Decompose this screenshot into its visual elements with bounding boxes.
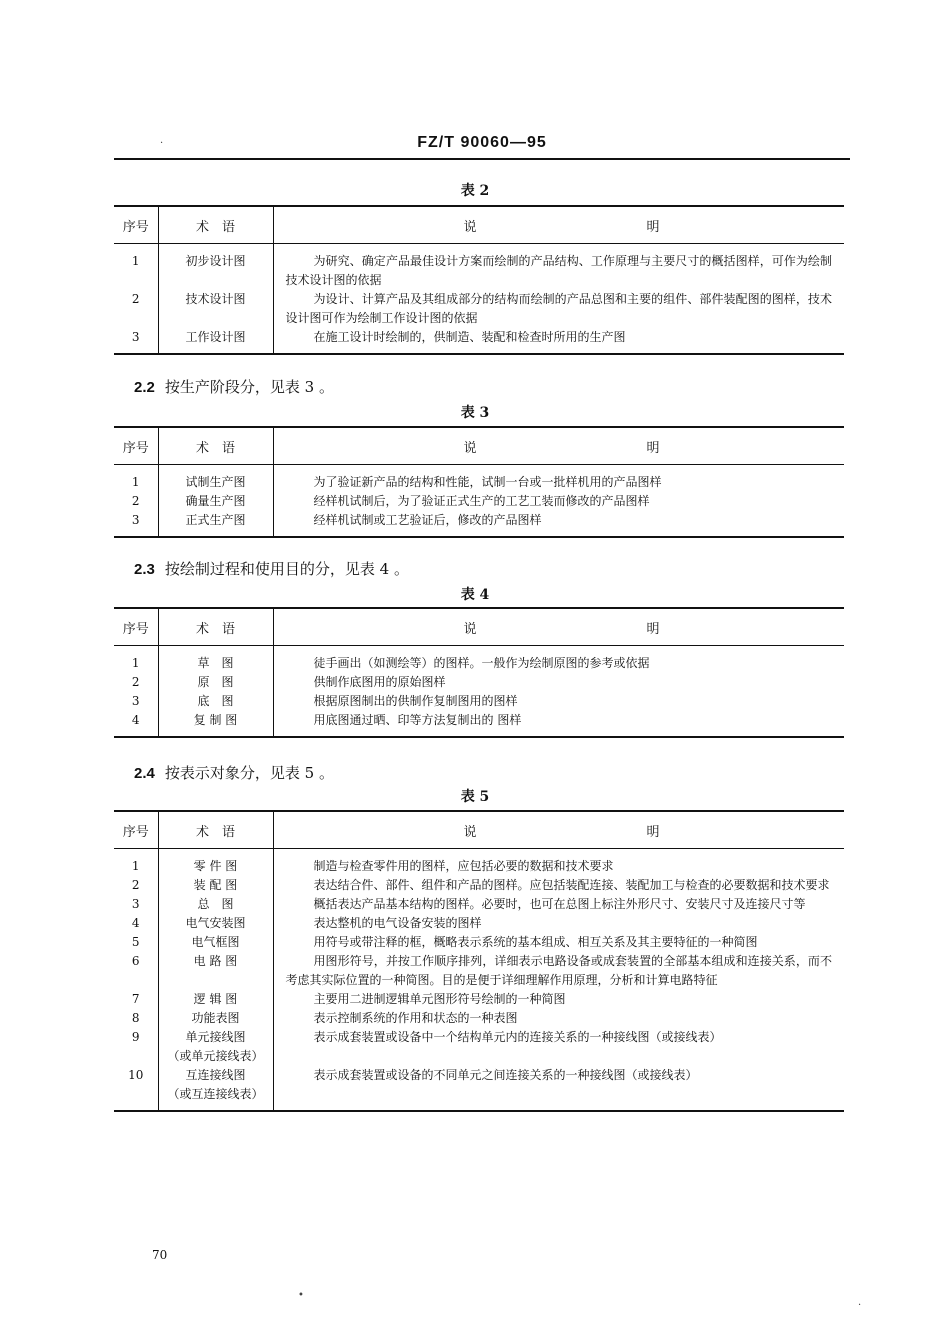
- row-seq: 2: [131, 494, 140, 508]
- row-term: 复 制 图: [158, 711, 273, 737]
- row-seq: 2: [131, 675, 140, 689]
- column-header-description: 说 明: [273, 811, 844, 849]
- row-term: 确量生产图: [158, 492, 273, 511]
- row-term-main: 单元接线图: [185, 1030, 246, 1044]
- table-3: [114, 426, 844, 538]
- row-seq: 5: [131, 935, 140, 949]
- row-seq: 3: [114, 328, 158, 354]
- row-term: 逻 辑 图: [158, 990, 273, 1009]
- row-description: 根据原图制出的供制作复制图用的图样: [273, 692, 844, 711]
- row-description: 在施工设计时绘制的，供制造、装配和检查时所用的生产图: [273, 328, 844, 354]
- row-term: 工作设计图: [158, 328, 273, 354]
- row-seq: 3: [131, 897, 140, 911]
- row-description: 表达整机的电气设备安装的图样: [273, 914, 844, 933]
- column-header-description: 说 明: [273, 427, 844, 465]
- row-description: 经样机试制或工艺验证后，修改的产品图样: [273, 511, 844, 537]
- row-seq: 6: [131, 954, 140, 968]
- column-header-term: 术 语: [158, 811, 273, 849]
- row-term: 技术设计图: [158, 290, 273, 328]
- row-description: 用符号或带注释的框，概略表示系统的基本组成、相互关系及其主要特征的一种简图: [273, 933, 844, 952]
- row-term: [158, 1066, 273, 1111]
- column-header-term: 术 语: [158, 427, 273, 465]
- row-term: 底 图: [158, 692, 273, 711]
- row-description: 经样机试制后，为了验证正式生产的工艺工装而修改的产品图样: [273, 492, 844, 511]
- row-term: 原 图: [158, 673, 273, 692]
- row-description: 为了验证新产品的结构和性能，试制一台或一批样机用的产品图样: [273, 465, 844, 493]
- row-seq: 1: [131, 475, 140, 489]
- row-description: 为研究、确定产品最佳设计方案而绘制的产品结构、工作原理与主要尺寸的概括图样，可作为绘制技术设计图的依据: [273, 244, 844, 291]
- row-seq: 4: [131, 916, 140, 930]
- standard-code: FZ/T 90060—95: [417, 134, 547, 151]
- row-term-main: 互连接线图: [185, 1068, 246, 1082]
- row-seq: 2: [131, 292, 140, 306]
- row-term-note: （或单元接线表）: [167, 1049, 264, 1063]
- row-seq: 2: [131, 878, 140, 892]
- scan-speck: ·: [160, 138, 164, 149]
- row-description: 用图形符号，并按工作顺序排列，详细表示电路设备或成套装置的全部基本组成和连接关系，而不考虑其实际位置的一种简图。目的是便于详细理解作用原理，分析和计算电路特征: [273, 952, 844, 990]
- row-description: 表示成套装置或设备中一个结构单元内的连接关系的一种接线图（或接线表）: [273, 1028, 844, 1066]
- column-header-seq: 序号: [114, 608, 158, 646]
- row-description: 主要用二进制逻辑单元图形符号绘制的一种简图: [273, 990, 844, 1009]
- row-seq: 9: [131, 1030, 140, 1044]
- row-term: 草 图: [158, 646, 273, 674]
- row-seq: 3: [131, 694, 140, 708]
- row-term: [158, 1028, 273, 1066]
- section-heading-2-2: 2.2 按生产阶段分，见表 3 。: [134, 378, 334, 396]
- row-description: 徒手画出（如测绘等）的图样。一般作为绘制原图的参考或依据: [273, 646, 844, 674]
- row-seq: 10: [114, 1066, 158, 1111]
- row-term: 零 件 图: [158, 849, 273, 877]
- row-term: 正式生产图: [158, 511, 273, 537]
- row-description: 供制作底图用的原始图样: [273, 673, 844, 692]
- column-header-seq: 序号: [114, 206, 158, 244]
- table-5: [114, 810, 844, 1112]
- row-seq: 4: [114, 711, 158, 737]
- row-description: 用底图通过晒、印等方法复制出的 图样: [273, 711, 844, 737]
- row-term: 功能表图: [158, 1009, 273, 1028]
- scan-speck: ·: [858, 1300, 862, 1311]
- row-seq: 1: [131, 254, 140, 268]
- page-number: 70: [152, 1248, 168, 1262]
- row-description: 表示成套装置或设备的不同单元之间连接关系的一种接线图（或接线表）: [273, 1066, 844, 1111]
- row-term: 电 路 图: [158, 952, 273, 990]
- row-seq: 1: [131, 859, 140, 873]
- column-header-description: 说 明: [273, 608, 844, 646]
- table-2: [114, 205, 844, 355]
- column-header-seq: 序号: [114, 811, 158, 849]
- document-header: [114, 128, 850, 160]
- row-description: 为设计、计算产品及其组成部分的结构而绘制的产品总图和主要的组件、部件装配图的图样，技术设计图可作为绘制工作设计图的依据: [273, 290, 844, 328]
- table-2-caption: 表 2: [460, 183, 490, 199]
- column-header-term: 术 语: [158, 608, 273, 646]
- row-description: 表达结合件、部件、组件和产品的图样。应包括装配连接、装配加工与检查的必要数据和技术要求: [273, 876, 844, 895]
- scan-speck: •: [298, 1290, 304, 1301]
- table-5-caption: 表 5: [460, 789, 490, 805]
- row-term: 试制生产图: [158, 465, 273, 493]
- row-seq: 7: [131, 992, 140, 1006]
- row-description: 制造与检查零件用的图样，应包括必要的数据和技术要求: [273, 849, 844, 877]
- row-seq: 8: [131, 1011, 140, 1025]
- table-4-caption: 表 4: [460, 587, 490, 603]
- column-header-term: 术 语: [158, 206, 273, 244]
- row-term: 电气框图: [158, 933, 273, 952]
- row-seq: 1: [131, 656, 140, 670]
- section-heading-2-4: 2.4 按表示对象分，见表 5 。: [134, 764, 334, 782]
- column-header-description: 说 明: [273, 206, 844, 244]
- row-term: 初步设计图: [158, 244, 273, 291]
- row-seq: 3: [114, 511, 158, 537]
- row-term: 总 图: [158, 895, 273, 914]
- row-description: 概括表达产品基本结构的图样。必要时，也可在总图上标注外形尺寸、安装尺寸及连接尺寸等: [273, 895, 844, 914]
- section-heading-2-3: 2.3 按绘制过程和使用目的分，见表 4 。: [134, 560, 409, 578]
- table-4: [114, 607, 844, 738]
- row-term: 装 配 图: [158, 876, 273, 895]
- column-header-seq: 序号: [114, 427, 158, 465]
- table-3-caption: 表 3: [460, 405, 490, 421]
- row-term-note: （或互连接线表）: [167, 1087, 264, 1101]
- row-term: 电气安装图: [158, 914, 273, 933]
- row-description: 表示控制系统的作用和状态的一种表图: [273, 1009, 844, 1028]
